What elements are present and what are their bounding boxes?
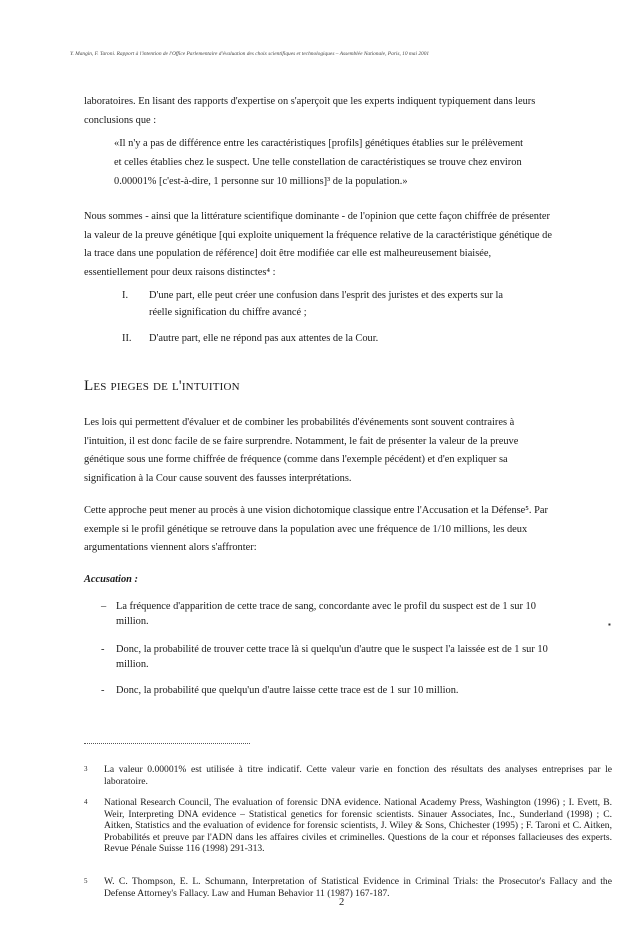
paragraph-line: Nous sommes - ainsi que la littérature scientifique dominante - de l'opinion que cette façon chiffrée de présenter	[84, 211, 550, 222]
footnote	[84, 876, 614, 900]
reason-item	[122, 287, 612, 321]
quote-line: «Il n'y a pas de différence entre les caractéristiques [profils] génétiques établies sur le prélèvement	[114, 138, 524, 149]
reason-item	[122, 330, 612, 347]
point-line: Donc, la probabilité de trouver cette trace là si quelqu'un d'autre que le suspect l'a laissée est de 1 sur 10	[116, 644, 548, 655]
reason-line: D'une part, elle peut créer une confusion dans l'esprit des juristes et des experts sur la	[149, 290, 504, 301]
running-header: Y. Mangin, F. Taroni. Rapport à l'intention de l'Office Parlementaire d'évaluation des choix scientifiques et technologiques – Assemblée Nationale, Paris, 10 mai 2001	[70, 51, 430, 57]
footnote-text: National Research Council, The evaluation of forensic DNA evidence. National Academy Press, Washington (1996) ; I. Evett, B. Weir, Interpreting DNA evidence – Statistical genetics for forensic scientists. Sinauer Associates, Inc., Sunderland (1998) ; C. Aitken, Statistics and the evaluation of evidence for forensic scientists, J. Wiley & Sons, Chichester (1995) ; F. Taroni et C. Aitken, Probabilités et preuve par l'ADN dans les affaires civiles et criminelles. Questions de la cour et réponses fallacieuses des experts. Revue Pénale Suisse 116 (1998) 291-313.	[104, 797, 612, 855]
quote-line: et celles établies chez le suspect. Une telle constellation de caractéristiques se trouve chez environ	[114, 157, 522, 168]
accusation-label: Accusation :	[84, 574, 138, 585]
section-heading: Les pieges de l'intuition	[84, 378, 240, 394]
footnote	[84, 764, 614, 788]
intuition-paragraph	[84, 414, 612, 488]
footnote-number: 3	[84, 765, 88, 773]
intro-line: conclusions que :	[84, 114, 157, 126]
expert-quote	[114, 134, 612, 191]
paragraph-line: la trace dans une population de référence] doit être modifiée car elle est malheureusement biaisée,	[84, 248, 492, 259]
paragraph-line: génétique sous une forme chiffrée de fréquence (comme dans l'exemple pécédent) et d'en expliquer sa	[84, 454, 508, 465]
stray-mark: ▪	[608, 620, 611, 629]
intro-line: laboratoires. En lisant des rapports d'expertise on s'aperçoit que les experts indiquent typiquement dans leurs	[84, 96, 536, 107]
paragraph-line: essentiellement pour deux raisons distinctes⁴ :	[84, 266, 276, 278]
opinion-paragraph	[84, 208, 612, 282]
dash-marker: -	[101, 644, 105, 655]
reason-number: I.	[122, 290, 129, 301]
paragraph-line: argumentations viennent alors s'affronter:	[84, 542, 257, 553]
footnote-number: 4	[84, 798, 88, 806]
accusation-point	[101, 642, 615, 672]
footnote-separator	[84, 743, 250, 744]
paragraph-line: Cette approche peut mener au procès à une vision dichotomique classique entre l'Accusation et la Défense⁵. Par	[84, 505, 548, 516]
dichotomy-paragraph	[84, 502, 612, 558]
accusation-point	[101, 683, 615, 698]
reason-line: réelle signification du chiffre avancé ;	[149, 307, 307, 318]
footnote-text: W. C. Thompson, E. L. Schumann, Interpretation of Statistical Evidence in Criminal Trials: the Prosecutor's Fallacy and the Defense Attorney's Fallacy. Law and Human Behavior 11 (1987) 167-187.	[104, 876, 612, 899]
footnote-number: 5	[84, 877, 88, 885]
accusation-point	[101, 599, 615, 629]
paragraph-line: la valeur de la preuve génétique [qui exploite uniquement la fréquence relative de la caractéristique génétique de	[84, 229, 552, 241]
footnote	[84, 797, 614, 867]
dash-marker: –	[101, 601, 107, 612]
point-line: million.	[116, 659, 149, 670]
reason-line: D'autre part, elle ne répond pas aux attentes de la Cour.	[149, 333, 379, 344]
footnote-text: La valeur 0.00001% est utilisée à titre indicatif. Cette valeur varie en fonction des résultats des analyses entreprises par le laboratoire.	[104, 764, 612, 787]
page-number: 2	[339, 897, 345, 908]
paragraph-line: l'intuition, il est donc facile de se faire surprendre. Notamment, le fait de présenter la valeur de la preuve	[84, 435, 519, 447]
quote-line: 0.00001% [c'est-à-dire, 1 personne sur 10 millions]³ de la population.»	[114, 176, 408, 187]
point-line: La fréquence d'apparition de cette trace de sang, concordante avec le profil du suspect est de 1 sur 10	[116, 601, 536, 612]
paragraph-line: exemple si le profil génétique se retrouve dans la population avec une fréquence de 1/10 millions, les deux	[84, 523, 528, 535]
dash-marker: -	[101, 685, 105, 696]
point-line: Donc, la probabilité que quelqu'un d'autre laisse cette trace est de 1 sur 10 million.	[116, 685, 459, 696]
paragraph-line: signification à la Cour cause souvent des fausses interprétations.	[84, 472, 352, 484]
intro-paragraph	[84, 93, 612, 130]
paragraph-line: Les lois qui permettent d'évaluer et de combiner les probabilités d'événements sont souvent contraires à	[84, 417, 515, 428]
point-line: million.	[116, 616, 149, 627]
reason-number: II.	[122, 333, 132, 344]
